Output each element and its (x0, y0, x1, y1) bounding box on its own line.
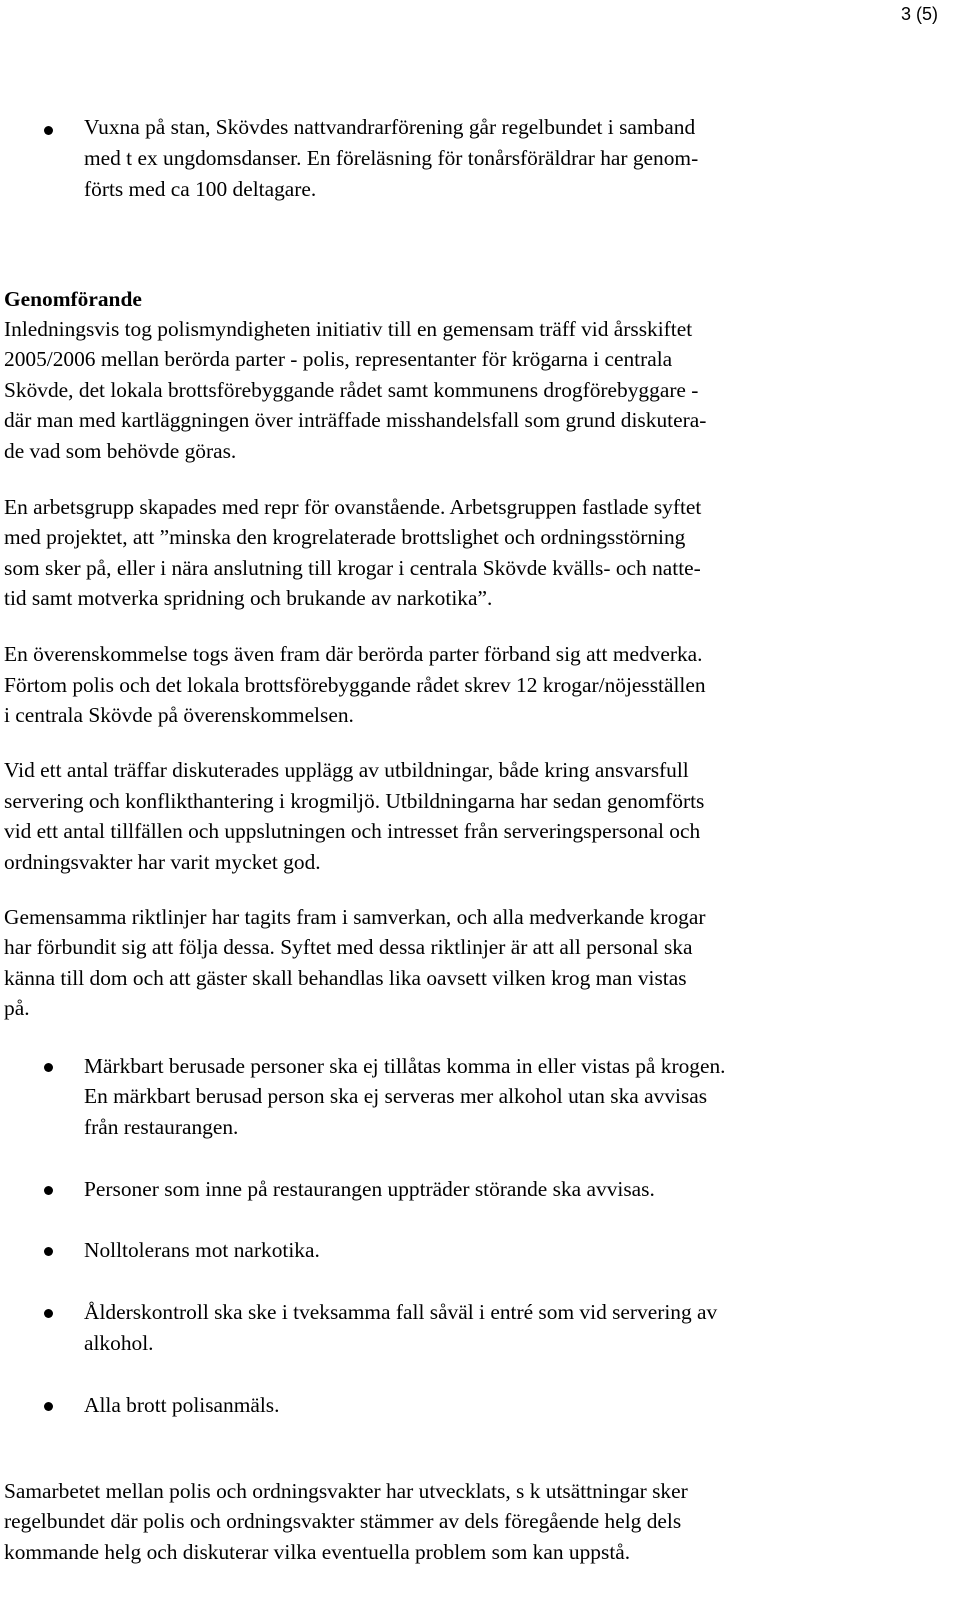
text-line: har förbundit sig att följa dessa. Syftet med dessa riktlinjer är att all personal ska (4, 935, 693, 959)
text-line: från restaurangen. (84, 1115, 239, 1139)
bullet-marker (44, 1186, 53, 1195)
text-line: Vid ett antal träffar diskuterades upplägg av utbildningar, både kring ansvarsfull (4, 758, 689, 782)
text-line: Märkbart berusade personer ska ej tillåtas komma in eller vistas på krogen. (84, 1054, 726, 1078)
text-line: alkohol. (84, 1331, 154, 1355)
text-line: regelbundet där polis och ordningsvakter stämmer av dels föregående helg dels (4, 1509, 682, 1533)
text-line: Skövde, det lokala brottsförebyggande rådet samt kommunens drogförebyggare - (4, 378, 699, 402)
bullet-marker (44, 1247, 53, 1256)
text-line: de vad som behövde göras. (4, 439, 237, 463)
text-line: Gemensamma riktlinjer har tagits fram i samverkan, och alla medverkande krogar (4, 905, 706, 929)
text-line: med projektet, att ”minska den krogrelaterade brottslighet och ordningsstörning (4, 525, 686, 549)
text-line: Förtom polis och det lokala brottsförebyggande rådet skrev 12 krogar/nöjesställen (4, 673, 706, 697)
bullet-marker (44, 1309, 53, 1318)
text-line: Personer som inne på restaurangen uppträder störande ska avvisas. (84, 1177, 655, 1201)
text-line: med t ex ungdomsdanser. En föreläsning för tonårsföräldrar har genom- (84, 146, 699, 170)
bullet-marker (44, 1402, 53, 1411)
text-line: vid ett antal tillfällen och uppslutningen och intresset från serveringspersonal och (4, 819, 701, 843)
text-line: i centrala Skövde på överenskommelsen. (4, 703, 354, 727)
text-line: Alla brott polisanmäls. (84, 1393, 280, 1417)
text-line: servering och konflikthantering i krogmiljö. Utbildningarna har sedan genomförts (4, 789, 705, 813)
text-line: ordningsvakter har varit mycket god. (4, 850, 321, 874)
text-line: som sker på, eller i nära anslutning till krogar i centrala Skövde kvälls- och natte- (4, 556, 701, 580)
text-line: tid samt motverka spridning och brukande av narkotika”. (4, 586, 493, 610)
text-line: Nolltolerans mot narkotika. (84, 1238, 320, 1262)
section-heading: Genomförande (4, 287, 142, 311)
text-line: Samarbetet mellan polis och ordningsvakter har utvecklats, s k utsättningar sker (4, 1479, 688, 1503)
text-line: En överenskommelse togs även fram där berörda parter förband sig att medverka. (4, 642, 703, 666)
text-line: 2005/2006 mellan berörda parter - polis, representanter för krögarna i centrala (4, 347, 673, 371)
text-line: Ålderskontroll ska ske i tveksamma fall såväl i entré som vid servering av (84, 1300, 718, 1324)
text-line: Vuxna på stan, Skövdes nattvandrarförening går regelbundet i samband (84, 115, 696, 139)
text-line: kommande helg och diskuterar vilka eventuella problem som kan uppstå. (4, 1540, 631, 1564)
text-line: förts med ca 100 deltagare. (84, 177, 317, 201)
page-number: 3 (5) (900, 4, 938, 24)
text-line: Inledningsvis tog polismyndigheten initiativ till en gemensam träff vid årsskiftet (4, 317, 693, 341)
text-line: En arbetsgrupp skapades med repr för ovanstående. Arbetsgruppen fastlade syftet (4, 495, 702, 519)
text-line: En märkbart berusad person ska ej serveras mer alkohol utan ska avvisas (84, 1084, 708, 1108)
text-line: på. (4, 996, 30, 1020)
text-line: känna till dom och att gäster skall behandlas lika oavsett vilken krog man vistas (4, 966, 687, 990)
bullet-marker (44, 1063, 53, 1072)
text-line: där man med kartläggningen över inträffade misshandelsfall som grund diskutera- (4, 408, 707, 432)
bullet-marker (44, 126, 53, 135)
